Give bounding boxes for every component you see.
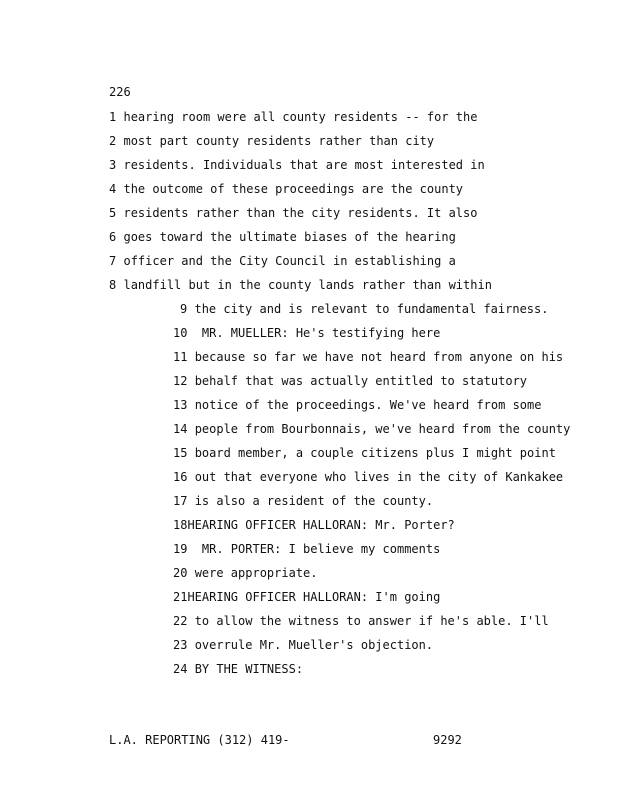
- line-number: 23: [173, 638, 188, 652]
- line-number: 4: [109, 182, 117, 196]
- line-text: BY THE WITNESS:: [194, 662, 304, 676]
- line-number: 6: [109, 230, 117, 244]
- transcript-line: [109, 278, 492, 292]
- transcript-line: [109, 134, 434, 148]
- line-text: landfill but in the county lands rather than within: [123, 278, 492, 292]
- transcript-line: [173, 494, 433, 508]
- transcript-line: [109, 158, 485, 172]
- line-text: hearing room were all county residents -- for the: [123, 110, 478, 124]
- line-number: 16: [173, 470, 188, 484]
- transcript-line: [173, 398, 541, 412]
- line-text: the city and is relevant to fundamental fairness.: [194, 302, 549, 316]
- transcript-line: [173, 542, 440, 556]
- line-text: people from Bourbonnais, we've heard from the county: [194, 422, 571, 436]
- transcript-line: [173, 662, 303, 676]
- line-number: 12: [173, 374, 188, 388]
- transcript-line: [173, 422, 570, 436]
- transcript-line: [180, 302, 548, 316]
- line-number: 10: [173, 326, 188, 340]
- line-text: most part county residents rather than city: [123, 134, 435, 148]
- footer-reporter: L.A. REPORTING (312) 419-: [109, 733, 290, 747]
- line-number: 13: [173, 398, 188, 412]
- line-number: 9: [180, 302, 188, 316]
- line-number: 14: [173, 422, 188, 436]
- line-text: behalf that was actually entitled to statutory: [194, 374, 528, 388]
- transcript-line: [173, 518, 455, 532]
- transcript-line: [109, 182, 463, 196]
- line-text: HEARING OFFICER HALLORAN: Mr. Porter?: [187, 518, 455, 532]
- transcript-line: [109, 230, 456, 244]
- transcript-line: [173, 374, 527, 388]
- line-number: 17: [173, 494, 188, 508]
- line-text: overrule Mr. Mueller's objection.: [194, 638, 434, 652]
- line-text: out that everyone who lives in the city of Kankakee: [194, 470, 564, 484]
- transcript-line: [109, 206, 477, 220]
- line-text: board member, a couple citizens plus I might point: [194, 446, 556, 460]
- line-number: 8: [109, 278, 117, 292]
- transcript-line: [173, 614, 549, 628]
- transcript-line: [109, 254, 456, 268]
- line-text: because so far we have not heard from anyone on his: [194, 350, 564, 364]
- line-text: MR. PORTER: I believe my comments: [201, 542, 441, 556]
- line-text: HEARING OFFICER HALLORAN: I'm going: [187, 590, 441, 604]
- line-number: 18: [173, 518, 188, 532]
- line-number: 22: [173, 614, 188, 628]
- line-number: 19: [173, 542, 188, 556]
- line-number: 15: [173, 446, 188, 460]
- transcript-line: [173, 590, 440, 604]
- line-number: 21: [173, 590, 188, 604]
- line-number: 11: [173, 350, 188, 364]
- line-text: residents. Individuals that are most interested in: [123, 158, 485, 172]
- line-number: 3: [109, 158, 117, 172]
- line-text: to allow the witness to answer if he's able. I'll: [194, 614, 549, 628]
- line-text: officer and the City Council in establishing a: [123, 254, 456, 268]
- line-text: were appropriate.: [194, 566, 318, 580]
- transcript-line: [173, 470, 563, 484]
- line-text: is also a resident of the county.: [194, 494, 434, 508]
- transcript-line: [173, 638, 433, 652]
- line-number: 5: [109, 206, 117, 220]
- line-number: 20: [173, 566, 188, 580]
- line-text: notice of the proceedings. We've heard from some: [194, 398, 542, 412]
- line-text: residents rather than the city residents. It also: [123, 206, 478, 220]
- transcript-line: [173, 566, 318, 580]
- line-text: the outcome of these proceedings are the county: [123, 182, 464, 196]
- line-text: goes toward the ultimate biases of the hearing: [123, 230, 456, 244]
- line-number: 7: [109, 254, 117, 268]
- page-number: 226: [109, 85, 131, 99]
- line-number: 2: [109, 134, 117, 148]
- transcript-line: [109, 110, 477, 124]
- line-number: 24: [173, 662, 188, 676]
- line-text: MR. MUELLER: He's testifying here: [201, 326, 441, 340]
- transcript-line: [173, 350, 563, 364]
- transcript-line: [173, 326, 440, 340]
- transcript-line: [173, 446, 556, 460]
- footer-phone-suffix: 9292: [433, 733, 462, 747]
- line-number: 1: [109, 110, 117, 124]
